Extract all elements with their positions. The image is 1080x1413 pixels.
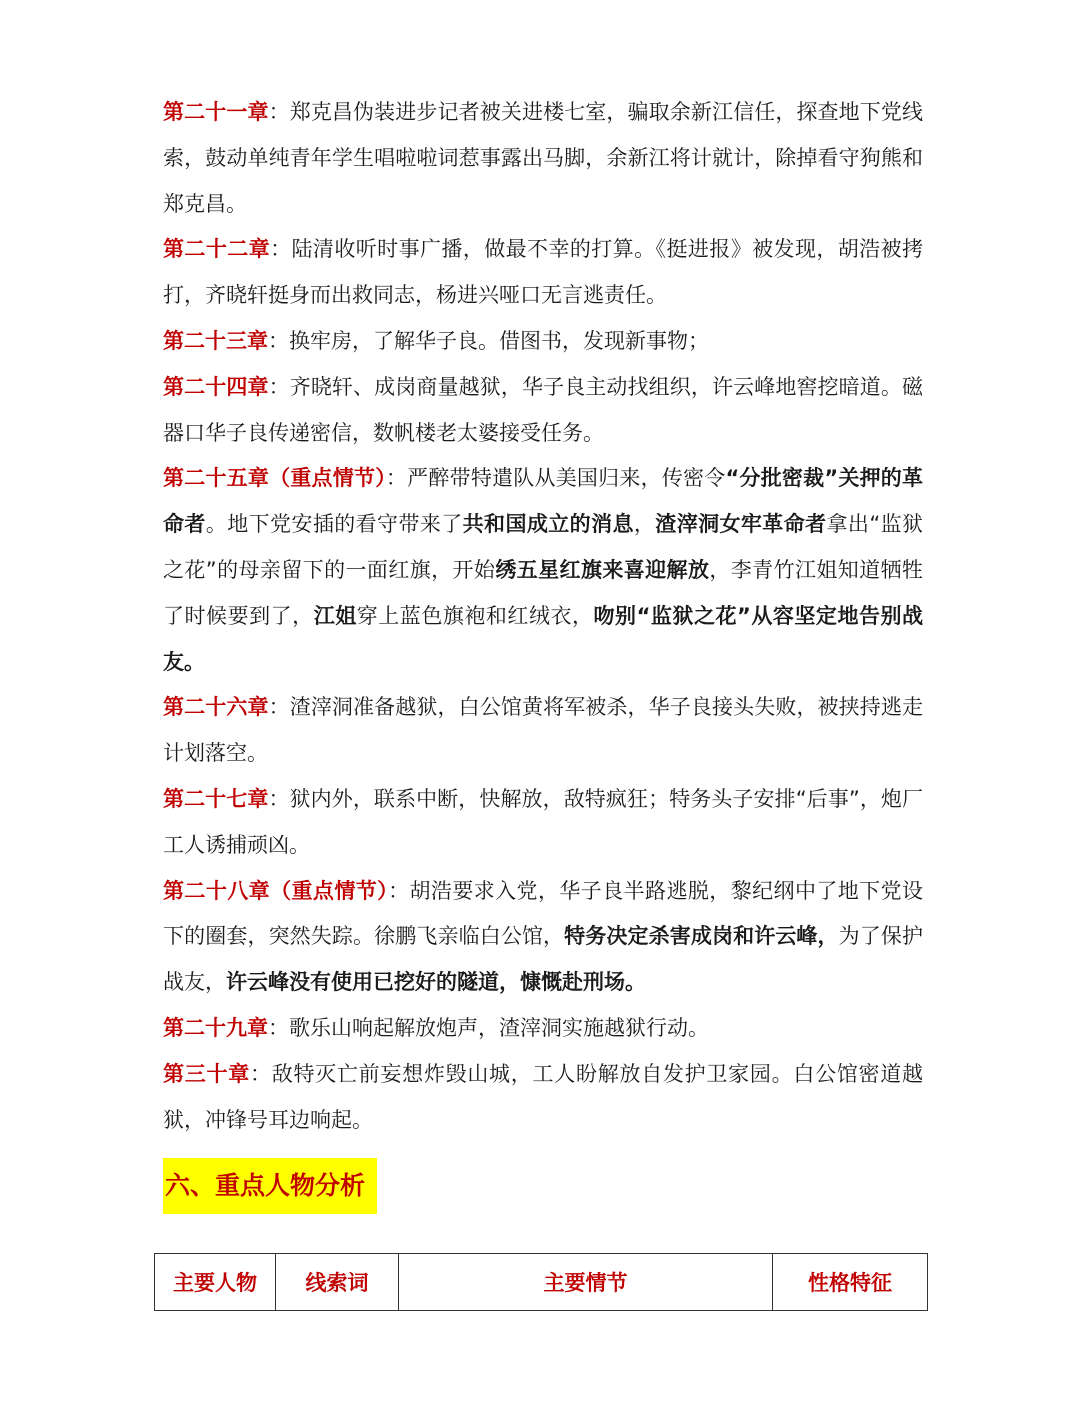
chapter-separator: ： bbox=[385, 466, 408, 491]
chapter-paragraph bbox=[163, 1006, 923, 1052]
text-segment: 换牢房，了解华子良。借图书，发现新事物； bbox=[289, 328, 709, 353]
chapter-paragraph bbox=[163, 227, 923, 319]
text-segment: 歌乐山响起解放炮声，渣滓洞实施越狱行动。 bbox=[289, 1015, 709, 1040]
text-segment: ， bbox=[633, 512, 656, 537]
chapter-separator: ： bbox=[249, 1061, 272, 1086]
chapter-paragraph bbox=[163, 869, 923, 1006]
chapter-separator: ： bbox=[268, 100, 290, 124]
bold-text-segment: “分批密裁”关押的革命者 bbox=[163, 466, 924, 537]
text-segment: 陆清收听时事广播，做最不幸的打算。《挺进报》被发现，胡浩被拷打，齐晓轩挺身而出救同志，杨进兴哑口无言逃责任。 bbox=[163, 237, 924, 308]
bold-text-segment: 渣滓洞女牢革命者 bbox=[655, 512, 827, 537]
bold-text-segment: 共和国成立的消息 bbox=[462, 512, 634, 537]
chapter-paragraph bbox=[163, 365, 923, 457]
header-character-traits: 性格特征 bbox=[773, 1254, 928, 1311]
bold-text-segment: 吻别“监狱之花”从容坚定地告别战友。 bbox=[163, 603, 924, 674]
character-analysis-table bbox=[154, 1253, 928, 1311]
text-segment: 胡浩要求入党，华子良半路逃脱，黎纪纲中了地下党设下的圈套，突然失踪。徐鹏飞亲临白公馆， bbox=[163, 878, 924, 949]
text-segment: 。地下党安插的看守带来了 bbox=[205, 512, 463, 537]
header-main-plot: 主要情节 bbox=[399, 1254, 773, 1311]
bold-text-segment: 特务决定杀害成岗和许云峰， bbox=[564, 924, 839, 949]
chapter-separator: ： bbox=[268, 1015, 289, 1040]
chapter-label: 第二十五章（重点情节） bbox=[163, 466, 386, 491]
text-segment: 齐晓轩、成岗商量越狱，华子良主动找组织，许云峰地窖挖暗道。磁器口华子良传递密信，数帆楼老太婆接受任务。 bbox=[163, 374, 924, 445]
chapter-label: 第二十六章 bbox=[163, 695, 269, 720]
header-clue-words: 线索词 bbox=[276, 1254, 399, 1311]
text-segment: 狱内外，联系中断，快解放，敌特疯狂；特务头子安排“后事”，炮厂工人诱捕顽凶。 bbox=[163, 786, 923, 857]
chapter-summary-list bbox=[163, 90, 923, 1143]
text-segment: 郑克昌伪装进步记者被关进楼七室，骗取余新江信任，探查地下党线索，鼓动单纯青年学生唱啦啦词惹事露出马脚，余新江将计就计，除掉看守狗熊和郑克昌。 bbox=[163, 100, 924, 216]
text-segment: 穿上蓝色旗袍和红绒衣， bbox=[356, 603, 594, 628]
chapter-label: 第二十四章 bbox=[163, 374, 269, 399]
chapter-paragraph bbox=[163, 90, 923, 227]
text-segment: 渣滓洞准备越狱，白公馆黄将军被杀，华子良接头失败，被挟持逃走计划落空。 bbox=[163, 695, 924, 766]
chapter-label: 第三十章 bbox=[163, 1061, 250, 1086]
text-segment: 严醉带特遣队从美国归来，传密令 bbox=[407, 466, 726, 491]
chapter-separator: ： bbox=[268, 374, 290, 399]
text-segment: 为了保护战友， bbox=[163, 924, 923, 995]
chapter-label: 第二十九章 bbox=[163, 1015, 268, 1040]
text-segment: ，李青竹江姐知道牺牲了时候要到了， bbox=[163, 557, 923, 628]
chapter-paragraph bbox=[163, 319, 923, 365]
bold-text-segment: 江姐 bbox=[313, 603, 357, 628]
chapter-label: 第二十八章（重点情节） bbox=[163, 878, 389, 903]
chapter-separator: ： bbox=[268, 695, 290, 720]
chapter-label: 第二十三章 bbox=[163, 328, 268, 353]
text-segment: 敌特灭亡前妄想炸毁山城，工人盼解放自发护卫家园。白公馆密道越狱，冲锋号耳边响起。 bbox=[163, 1061, 924, 1132]
chapter-paragraph bbox=[163, 685, 923, 777]
text-segment: 拿出“监狱之花”的母亲留下的一面红旗，开始 bbox=[163, 512, 924, 582]
chapter-separator: ： bbox=[388, 878, 410, 903]
chapter-paragraph bbox=[163, 456, 923, 685]
chapter-paragraph bbox=[163, 1052, 923, 1144]
section-heading: 六、重点人物分析 bbox=[163, 1158, 377, 1214]
chapter-separator: ： bbox=[268, 786, 290, 811]
chapter-paragraph bbox=[163, 777, 923, 869]
chapter-label: 第二十一章 bbox=[163, 100, 269, 124]
chapter-separator: ： bbox=[268, 328, 289, 353]
table-header-row bbox=[155, 1254, 928, 1311]
header-main-character: 主要人物 bbox=[155, 1254, 276, 1311]
chapter-separator: ： bbox=[270, 237, 292, 262]
chapter-label: 第二十二章 bbox=[163, 237, 271, 262]
bold-text-segment: 绣五星红旗来喜迎解放 bbox=[495, 557, 710, 582]
chapter-label: 第二十七章 bbox=[163, 786, 269, 811]
bold-text-segment: 许云峰没有使用已挖好的隧道，慷慨赴刑场。 bbox=[226, 970, 646, 995]
